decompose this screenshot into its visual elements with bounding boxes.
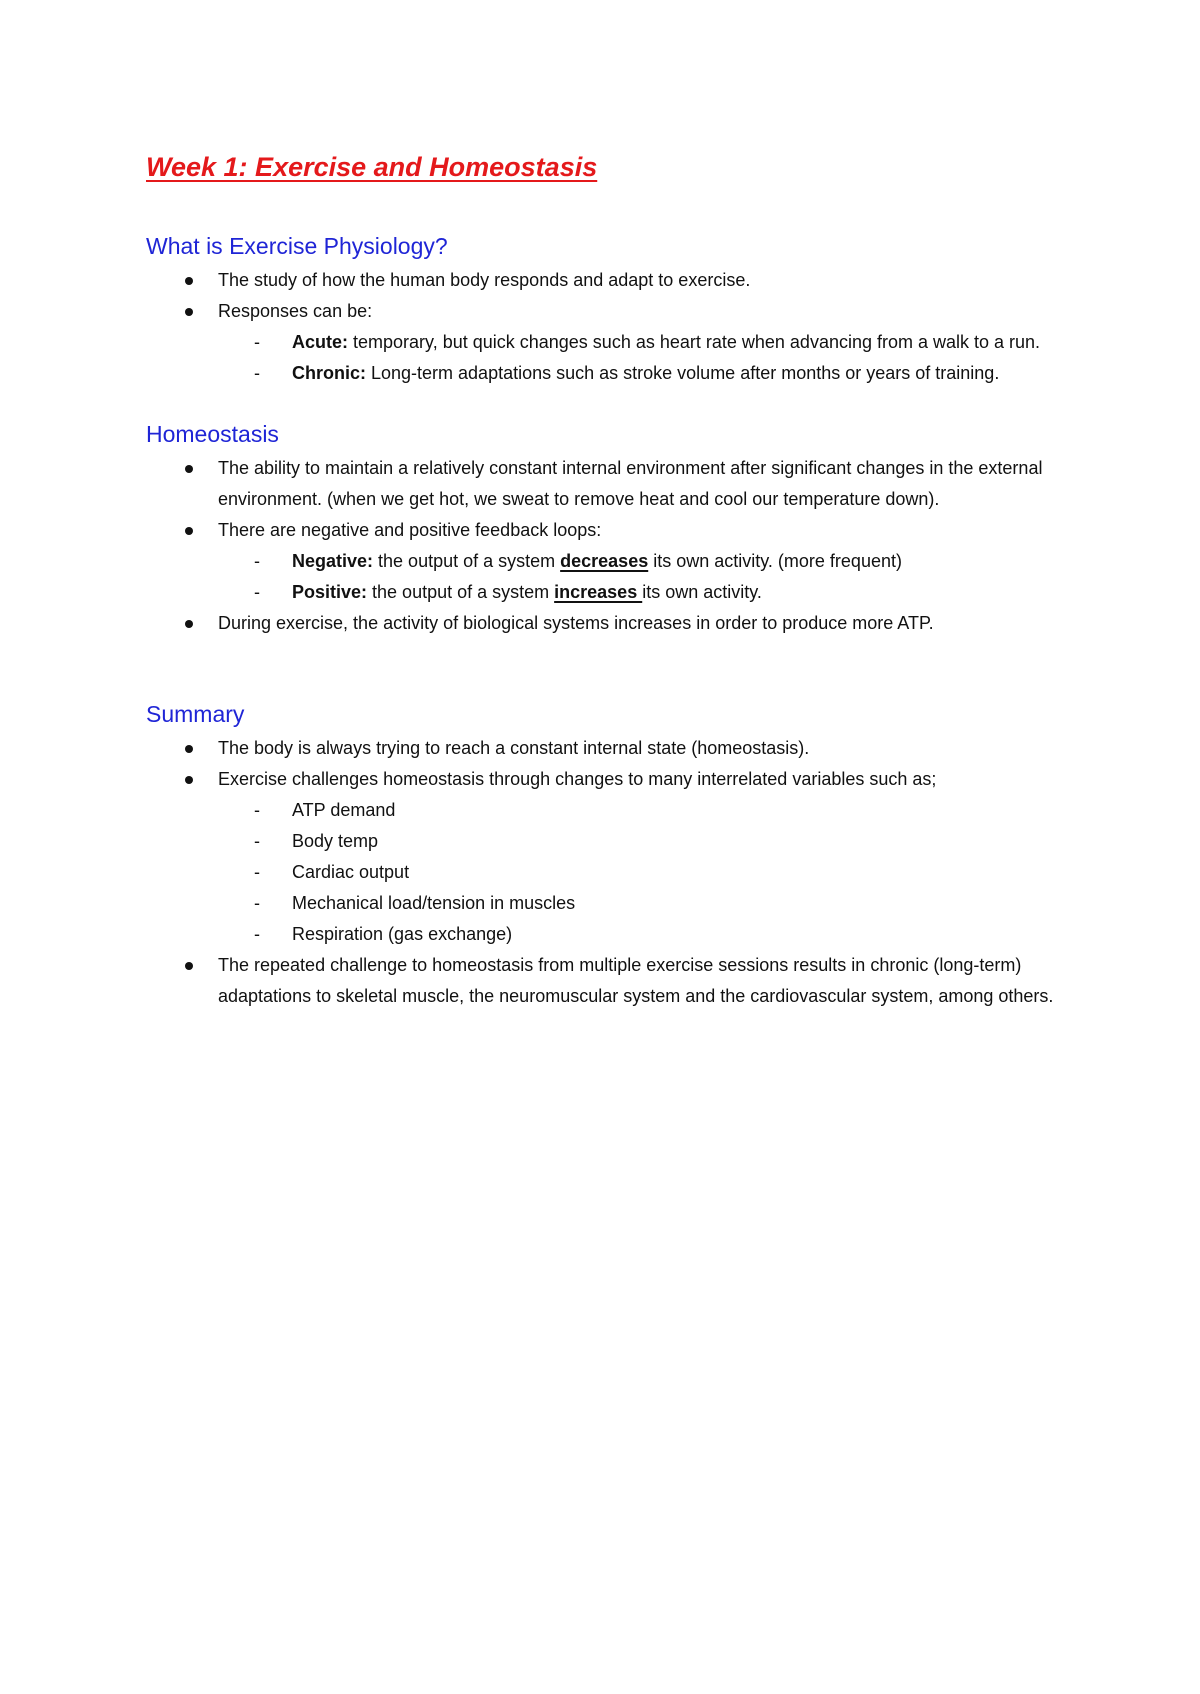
- bullet-text: During exercise, the activity of biological systems increases in order to produce more ATP.: [218, 613, 934, 633]
- bullet-icon: [185, 465, 193, 473]
- term-description: its own activity. (more frequent): [648, 551, 902, 571]
- dash-icon: -: [254, 924, 260, 944]
- spacer: [146, 639, 1080, 699]
- bullet-list: [146, 733, 1080, 1012]
- sub-list-item: [146, 826, 1080, 857]
- bullet-list: [146, 453, 1080, 639]
- bullet-text: Exercise challenges homeostasis through changes to many interrelated variables such as;: [218, 769, 937, 789]
- dash-icon: -: [254, 893, 260, 913]
- dash-icon: -: [254, 332, 260, 352]
- list-item: [146, 265, 1080, 296]
- variable-text: Body temp: [292, 831, 379, 851]
- dash-icon: -: [254, 862, 260, 882]
- variable-text: Mechanical load/tension in muscles: [292, 893, 576, 913]
- list-item: [146, 515, 1080, 608]
- list-item: [146, 950, 1080, 1012]
- section-heading: Homeostasis: [146, 421, 279, 447]
- dash-icon: -: [254, 363, 260, 383]
- term-description: its own activity.: [642, 582, 762, 602]
- term-description: the output of a system: [367, 582, 555, 602]
- term-label: Positive:: [292, 582, 368, 602]
- section-summary: [146, 699, 1080, 1012]
- section-homeostasis: [146, 419, 1080, 639]
- list-item: [146, 764, 1080, 950]
- dash-icon: -: [254, 831, 260, 851]
- bullet-icon: [185, 962, 193, 970]
- list-item: [146, 608, 1080, 639]
- bullet-icon: [185, 620, 193, 628]
- dash-icon: -: [254, 582, 260, 602]
- bullet-text: There are negative and positive feedback loops:: [218, 520, 602, 540]
- sub-list-item: [146, 795, 1080, 826]
- term-description: the output of a system: [373, 551, 561, 571]
- section-exercise-physiology: [146, 231, 1080, 389]
- sub-list-item: [146, 888, 1080, 919]
- sub-list-item: [146, 919, 1080, 950]
- emphasis-word: decreases: [560, 551, 649, 571]
- sub-list-item: [146, 577, 1080, 608]
- emphasis-word: increases: [554, 582, 643, 602]
- bullet-text: Responses can be:: [218, 301, 373, 321]
- variable-text: Respiration (gas exchange): [292, 924, 513, 944]
- sub-list-item: [146, 358, 1080, 389]
- term-label: Acute:: [292, 332, 349, 352]
- term-description: temporary, but quick changes such as heart rate when advancing from a walk to a run.: [348, 332, 1041, 352]
- dash-icon: -: [254, 551, 260, 571]
- bullet-icon: [185, 776, 193, 784]
- bullet-text: The body is always trying to reach a constant internal state (homeostasis).: [218, 738, 810, 758]
- bullet-text: The study of how the human body responds and adapt to exercise.: [218, 270, 751, 290]
- bullet-text: The ability to maintain a relatively constant internal environment after significant changes in the external environment. (when we get hot, we sweat to remove heat and cool our temperature down).: [218, 458, 1043, 509]
- section-heading: Summary: [146, 701, 245, 727]
- section-heading: What is Exercise Physiology?: [146, 233, 448, 259]
- term-description: Long-term adaptations such as stroke volume after months or years of training.: [366, 363, 1000, 383]
- bullet-text: The repeated challenge to homeostasis from multiple exercise sessions results in chronic (long-term) adaptations to skeletal muscle, the neuromuscular system and the cardiovascular system, among others.: [218, 955, 1054, 1006]
- list-item: [146, 296, 1080, 389]
- variable-text: Cardiac output: [292, 862, 410, 882]
- dash-icon: -: [254, 800, 260, 820]
- sub-list-item: [146, 327, 1080, 358]
- bullet-icon: [185, 745, 193, 753]
- term-label: Chronic:: [292, 363, 366, 383]
- spacer: [146, 389, 1080, 419]
- list-item: [146, 733, 1080, 764]
- variable-text: ATP demand: [292, 800, 396, 820]
- bullet-icon: [185, 527, 193, 535]
- term-label: Negative:: [292, 551, 374, 571]
- bullet-icon: [185, 308, 193, 316]
- sub-list-item: [146, 857, 1080, 888]
- bullet-list: [146, 265, 1080, 389]
- sub-list-item: [146, 546, 1080, 577]
- bullet-icon: [185, 277, 193, 285]
- list-item: [146, 453, 1080, 515]
- document-title: Week 1: Exercise and Homeostasis: [146, 152, 598, 182]
